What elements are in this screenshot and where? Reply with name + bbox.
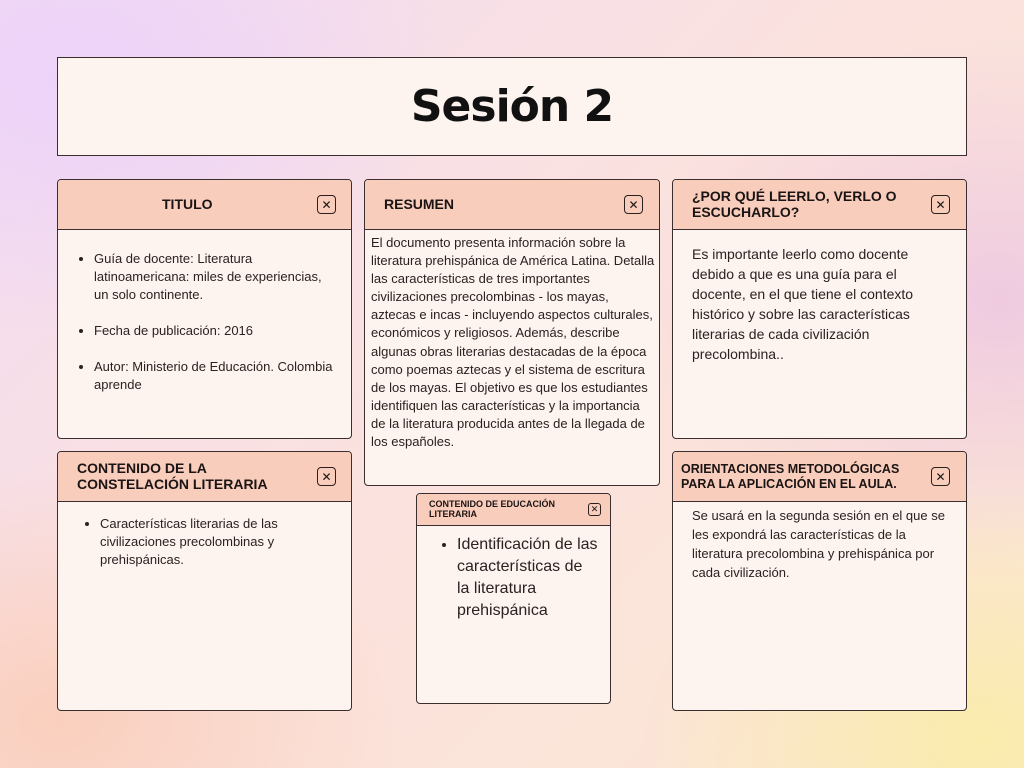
card-educacion-body — [417, 534, 610, 622]
close-icon[interactable]: ✕ — [931, 467, 950, 486]
card-contenido-constelacion — [57, 451, 352, 711]
list-item: • Guía de docente: Literatura latinoamericana: miles de experiencias, un solo continente. — [94, 250, 337, 304]
card-porque-header — [673, 180, 966, 230]
card-orientaciones-heading: ORIENTACIONES METODOLÓGICAS PARA LA APLICACIÓN EN EL AULA. — [681, 462, 900, 491]
constelacion-list — [84, 515, 331, 569]
close-icon[interactable]: ✕ — [317, 195, 336, 214]
card-titulo — [57, 179, 352, 439]
close-icon[interactable]: ✕ — [624, 195, 643, 214]
card-resumen-body: El documento presenta información sobre la literatura prehispánica de América Latina. Detalla las características de tres importantes civilizaciones precolombinas - los mayas, aztecas e incas - incluyendo aspectos culturales, económicos y religiosos. Además, describe algunas obras literarias destacadas de la época como poemas aztecas y el sistema de escritura de los mayas. El objetivo es que los estudiantes identifiquen las características y la importancia de la literatura producida antes de la llegada de los españoles. — [371, 235, 655, 450]
list-item: • Identificación de las características de la literatura prehispánica — [457, 534, 598, 622]
card-resumen-heading: RESUMEN — [384, 196, 455, 212]
card-constelacion-body — [58, 515, 351, 569]
card-orientaciones-body: Se usará en la segunda sesión en el que se les expondrá las características de la literatura precolombina y prehispánica por cada civilización. — [692, 508, 945, 580]
card-orientaciones-header — [673, 452, 966, 502]
card-contenido-educacion — [416, 493, 611, 704]
card-educacion-heading: CONTENIDO DE EDUCACIÓN LITERARIA — [429, 499, 556, 519]
list-item: • Autor: Ministerio de Educación. Colombia aprende — [94, 358, 337, 394]
card-resumen — [364, 179, 660, 486]
card-constelacion-header — [58, 452, 351, 502]
card-titulo-heading: TITULO — [162, 196, 213, 212]
card-orientaciones — [672, 451, 967, 711]
card-educacion-header — [417, 494, 610, 526]
close-icon[interactable]: ✕ — [317, 467, 336, 486]
close-icon[interactable]: ✕ — [588, 503, 601, 516]
page-title: Sesión 2 — [410, 81, 614, 132]
card-titulo-body — [58, 250, 351, 394]
titulo-list — [78, 250, 337, 394]
card-resumen-header — [365, 180, 659, 230]
list-item: • Fecha de publicación: 2016 — [94, 322, 337, 340]
card-titulo-header — [58, 180, 351, 230]
card-porque-body: Es importante leerlo como docente debido a que es una guía para el docente, en el que tiene el contexto histórico y sobre las características literarias de cada civilización precolombina.. — [692, 246, 914, 362]
card-porque — [672, 179, 967, 439]
card-porque-heading: ¿POR QUÉ LEERLO, VERLO O ESCUCHARLO? — [692, 188, 897, 220]
card-constelacion-heading: CONTENIDO DE LA CONSTELACIÓN LITERARIA — [77, 460, 268, 492]
educacion-list — [441, 534, 598, 622]
close-icon[interactable]: ✕ — [931, 195, 950, 214]
list-item: • Características literarias de las civilizaciones precolombinas y prehispánicas. — [100, 515, 331, 569]
session-title-box — [57, 57, 967, 156]
